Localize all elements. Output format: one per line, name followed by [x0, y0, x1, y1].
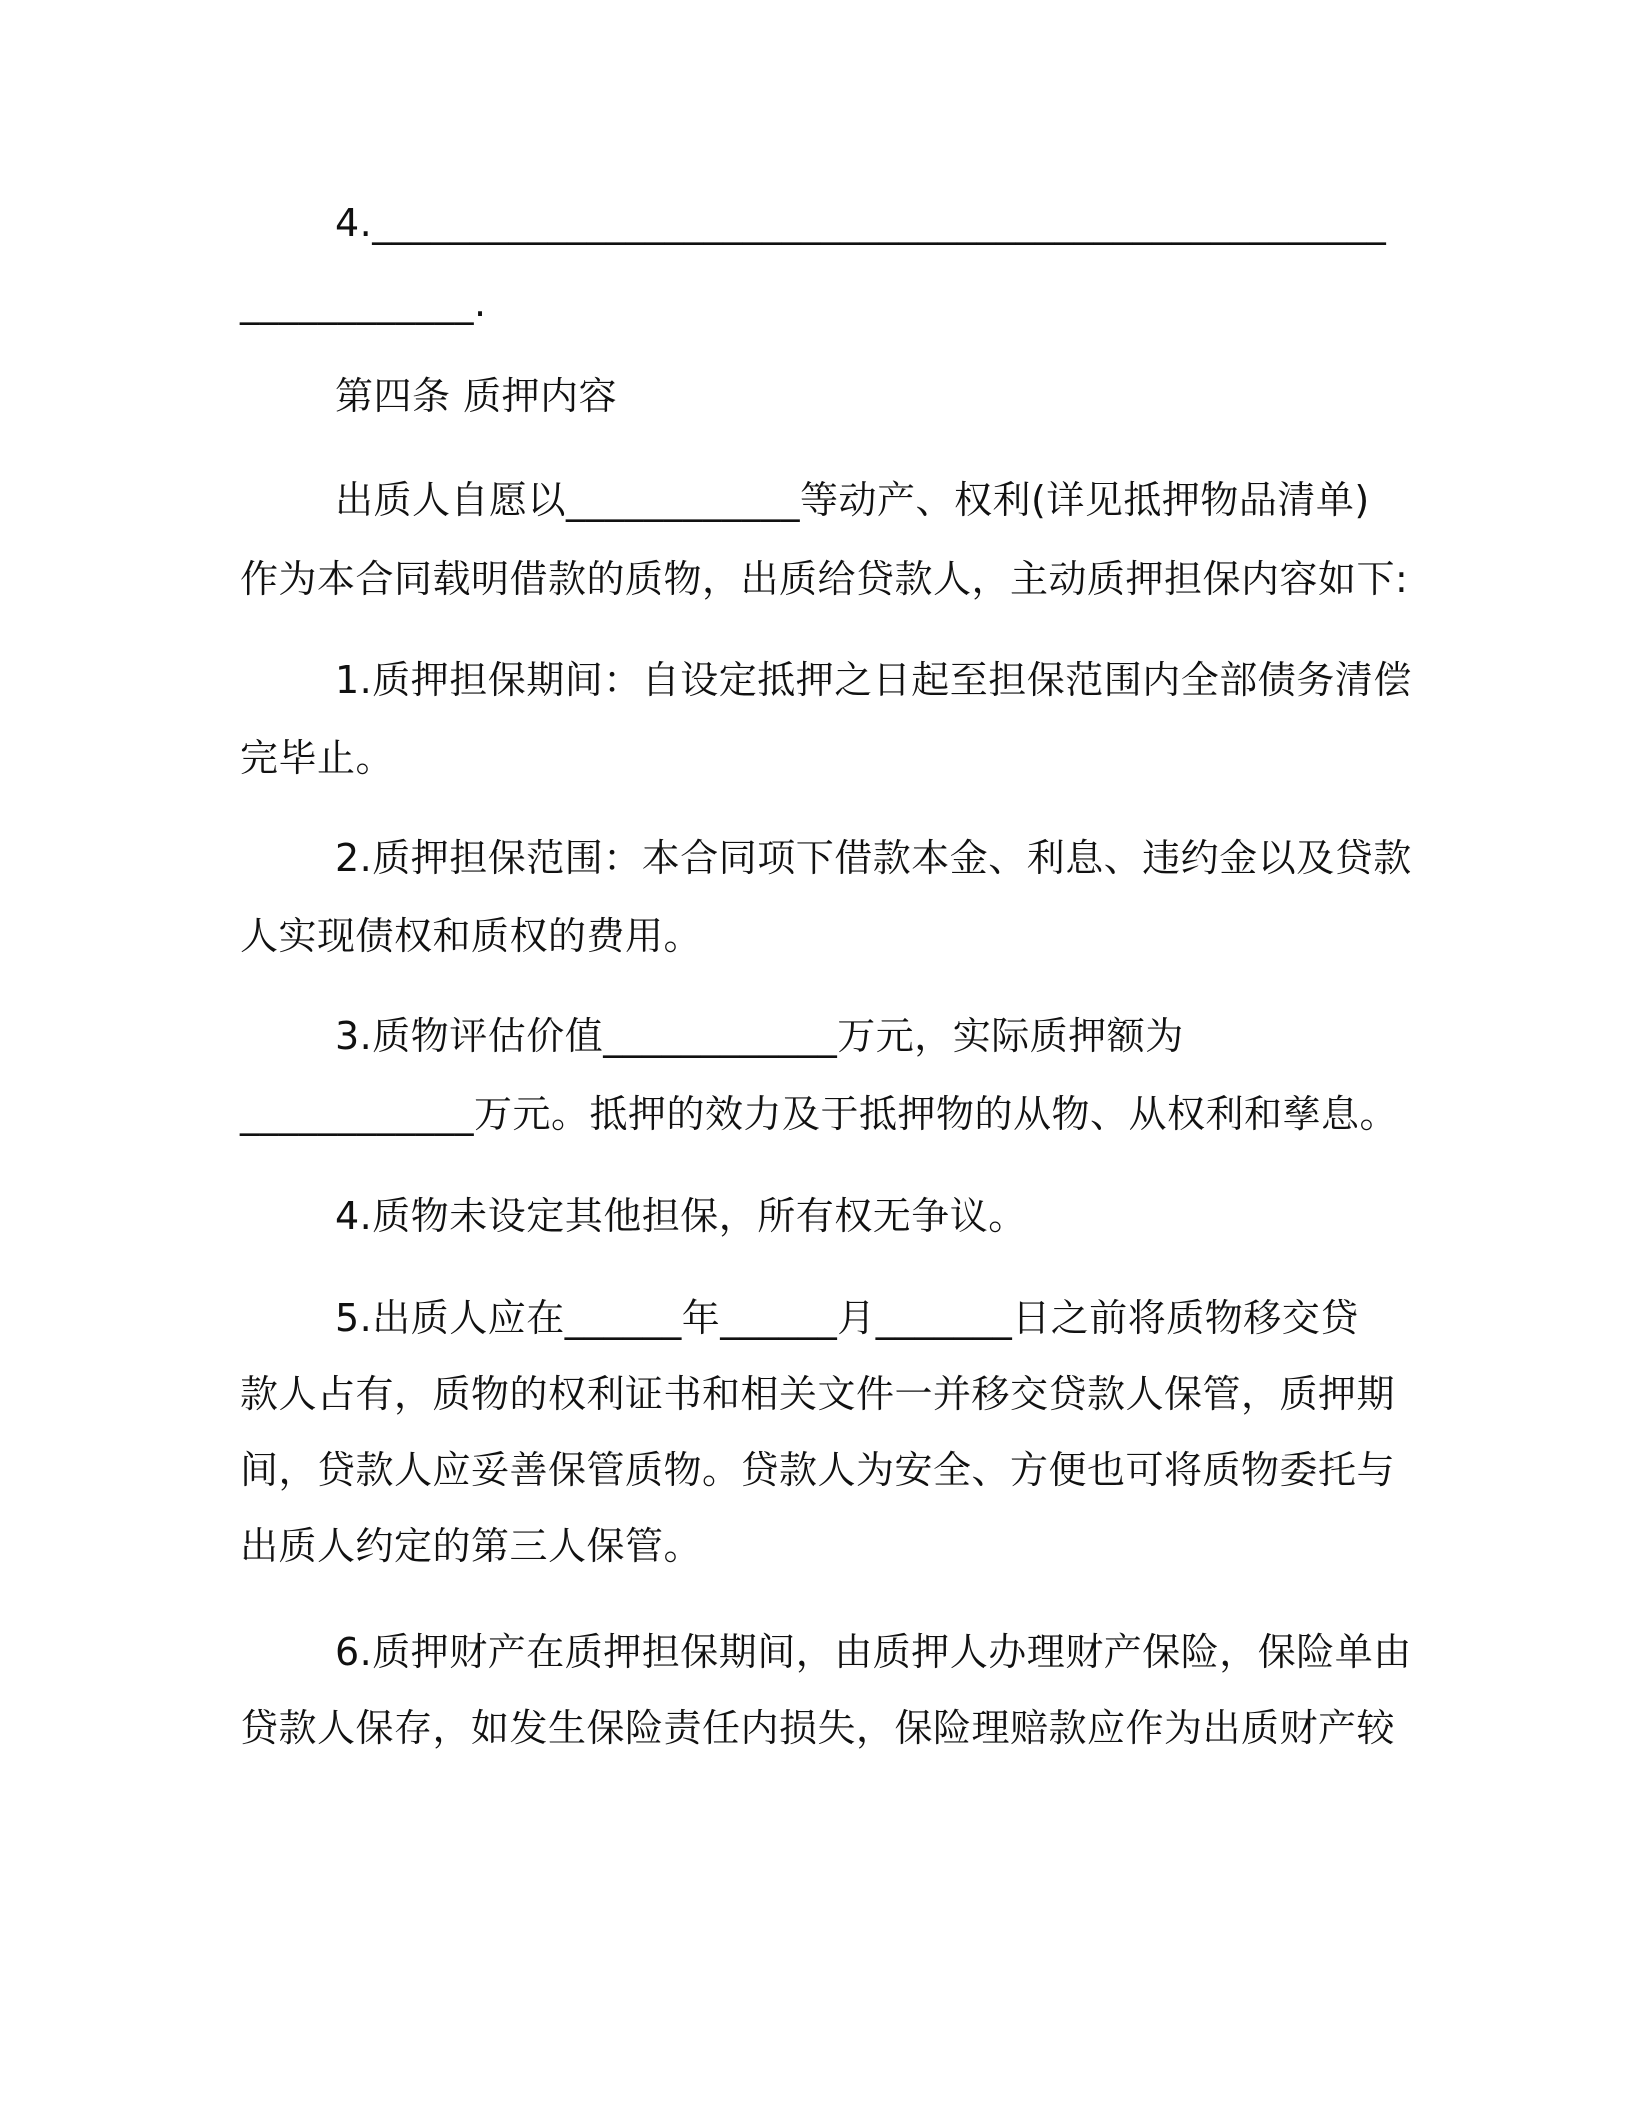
- clause-5-line: 间，贷款人应妥善保管质物。贷款人为安全、方便也可将质物委托与: [240, 1448, 1396, 1492]
- clause-2-line: 人实现债权和质权的费用。: [240, 914, 703, 958]
- clause-5-line: 款人占有，质物的权利证书和相关文件一并移交贷款人保管，质押期: [240, 1372, 1396, 1416]
- clause-5-line: 出质人约定的第三人保管。: [240, 1524, 703, 1568]
- clause-4-line: 4.质物未设定其他担保，所有权无争议。: [335, 1194, 1027, 1238]
- paragraph-line: 出质人自愿以____________等动产、权利(详见抵押物品清单): [335, 478, 1370, 522]
- clause-3-line: ____________万元。抵押的效力及于抵押物的从物、从权利和孳息。: [240, 1092, 1399, 1136]
- item-4-blank-continuation: ____________.: [240, 281, 487, 325]
- clause-1-line: 1.质押担保期间：自设定抵押之日起至担保范围内全部债务清偿: [335, 658, 1412, 702]
- clause-2-line: 2.质押担保范围：本合同项下借款本金、利息、违约金以及贷款: [335, 836, 1412, 880]
- item-4-blank-line: 4.____________________________________________________: [335, 201, 1387, 245]
- clause-3-line: 3.质物评估价值____________万元，实际质押额为: [335, 1014, 1184, 1058]
- section-heading: 第四条 质押内容: [335, 374, 618, 418]
- clause-6-line: 6.质押财产在质押担保期间，由质押人办理财产保险，保险单由: [335, 1630, 1412, 1674]
- clause-5-line: 5.出质人应在______年______月_______日之前将质物移交贷: [335, 1296, 1359, 1340]
- paragraph-line: 作为本合同载明借款的质物，出质给贷款人，主动质押担保内容如下:: [240, 557, 1409, 601]
- clause-1-line: 完毕止。: [240, 736, 395, 780]
- clause-6-line: 贷款人保存，如发生保险责任内损失，保险理赔款应作为出质财产较: [240, 1706, 1396, 1750]
